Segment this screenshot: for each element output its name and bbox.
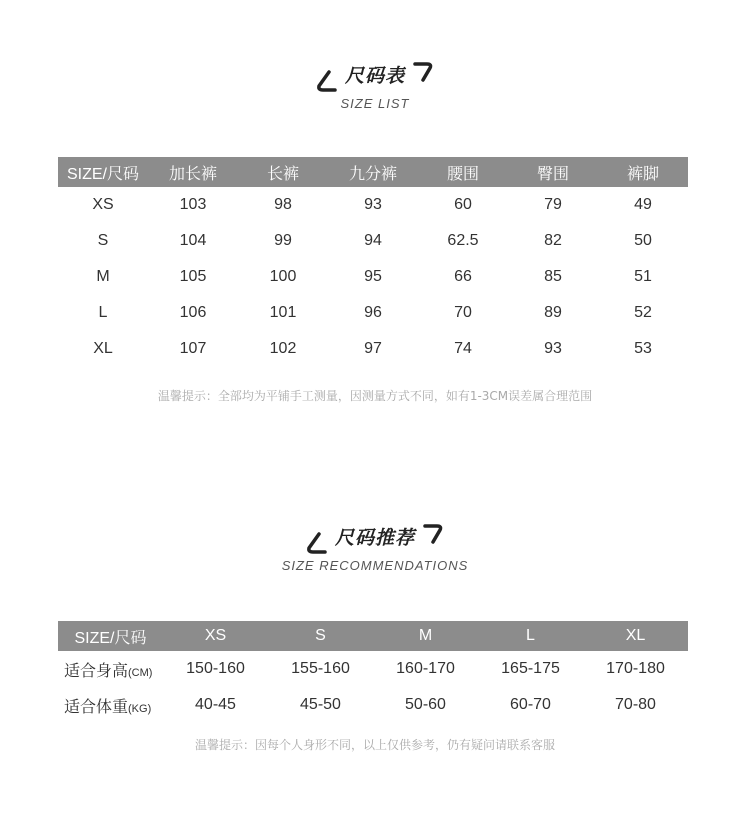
size-list-title: 尺码表 <box>344 65 405 87</box>
row-label-unit: (KG) <box>128 702 152 715</box>
table-cell: 70-80 <box>615 696 656 713</box>
table-cell: 104 <box>179 232 207 249</box>
table-cell: 106 <box>179 304 207 321</box>
header-cell: XL <box>583 621 688 651</box>
table-cell: 105 <box>179 268 207 285</box>
row-label <box>58 651 163 687</box>
table-cell: 98 <box>274 196 292 213</box>
table-cell: 74 <box>454 340 472 357</box>
size-recommend-table <box>58 621 688 723</box>
size-list-subtitle: SIZE LIST <box>340 96 410 111</box>
table-cell: 93 <box>364 196 382 213</box>
size-list-note: 温馨提示：全部均为平铺手工测量，因测量方式不同，如有1-3CM误差属合理范围 <box>157 389 593 403</box>
table-cell: S <box>97 232 109 249</box>
size-list-table <box>58 157 688 367</box>
size-list-heading <box>0 56 750 111</box>
table-cell: 150-160 <box>186 660 245 677</box>
table-cell: 85 <box>544 268 562 285</box>
table-cell: 170-180 <box>606 660 665 677</box>
header-cell: XS <box>163 621 268 651</box>
table-cell: 49 <box>634 196 652 213</box>
table-cell: 50 <box>634 232 652 249</box>
table-cell: 97 <box>364 340 382 357</box>
table-cell: 102 <box>269 340 297 357</box>
table-cell: 160-170 <box>396 660 455 677</box>
size-recommend-subtitle: SIZE RECOMMENDATIONS <box>281 558 469 573</box>
table-cell: 155-160 <box>291 660 350 677</box>
table-cell: 95 <box>364 268 382 285</box>
size-recommend-heading <box>0 518 750 573</box>
table-cell: 165-175 <box>501 660 560 677</box>
header-cell: SIZE/尺码 <box>58 157 148 187</box>
right-bracket-icon <box>421 522 447 556</box>
row-label <box>58 687 163 723</box>
size-recommend-header-row <box>58 621 688 651</box>
header-cell: L <box>478 621 583 651</box>
header-cell: 臀围 <box>508 157 598 187</box>
table-cell: 89 <box>544 304 562 321</box>
header-cell: S <box>268 621 373 651</box>
table-cell: 101 <box>269 304 297 321</box>
table-row <box>58 651 688 687</box>
table-cell: 53 <box>634 340 652 357</box>
row-label-text: 适合体重 <box>64 698 129 716</box>
table-cell: 99 <box>274 232 292 249</box>
table-cell: 60-70 <box>510 696 551 713</box>
table-cell: 52 <box>634 304 652 321</box>
row-label-unit: (CM) <box>128 666 153 679</box>
table-row <box>58 259 688 295</box>
table-cell: M <box>96 268 110 285</box>
table-cell: 96 <box>364 304 382 321</box>
left-bracket-icon <box>313 60 339 94</box>
table-cell: XL <box>93 340 113 357</box>
table-cell: 50-60 <box>405 696 446 713</box>
table-cell: 94 <box>364 232 382 249</box>
header-cell: 腰围 <box>418 157 508 187</box>
table-cell: 100 <box>269 268 297 285</box>
left-bracket-icon <box>303 522 329 556</box>
header-cell: 长裤 <box>238 157 328 187</box>
size-recommend-title: 尺码推荐 <box>334 527 415 549</box>
table-cell: 103 <box>179 196 207 213</box>
header-cell: 裤脚 <box>598 157 688 187</box>
table-row <box>58 295 688 331</box>
size-list-header-row <box>58 157 688 187</box>
row-label-text: 适合身高 <box>64 662 129 680</box>
table-cell: 45-50 <box>300 696 341 713</box>
table-cell: 107 <box>179 340 207 357</box>
table-cell: 66 <box>454 268 472 285</box>
header-cell: 加长裤 <box>148 157 238 187</box>
table-row <box>58 331 688 367</box>
table-cell: 62.5 <box>447 232 479 249</box>
table-row <box>58 223 688 259</box>
table-cell: 93 <box>544 340 562 357</box>
table-cell: 70 <box>454 304 472 321</box>
table-row <box>58 687 688 723</box>
table-cell: 82 <box>544 232 562 249</box>
header-cell: 九分裤 <box>328 157 418 187</box>
header-cell: M <box>373 621 478 651</box>
table-cell: 51 <box>634 268 652 285</box>
table-row <box>58 187 688 223</box>
right-bracket-icon <box>411 60 437 94</box>
table-cell: 40-45 <box>195 696 236 713</box>
header-cell: SIZE/尺码 <box>58 621 163 651</box>
table-cell: L <box>98 304 108 321</box>
size-recommend-note: 温馨提示：因每个人身形不同，以上仅供参考，仍有疑问请联系客服 <box>194 738 555 752</box>
table-cell: 79 <box>544 196 562 213</box>
table-cell: 60 <box>454 196 472 213</box>
table-cell: XS <box>92 196 114 213</box>
